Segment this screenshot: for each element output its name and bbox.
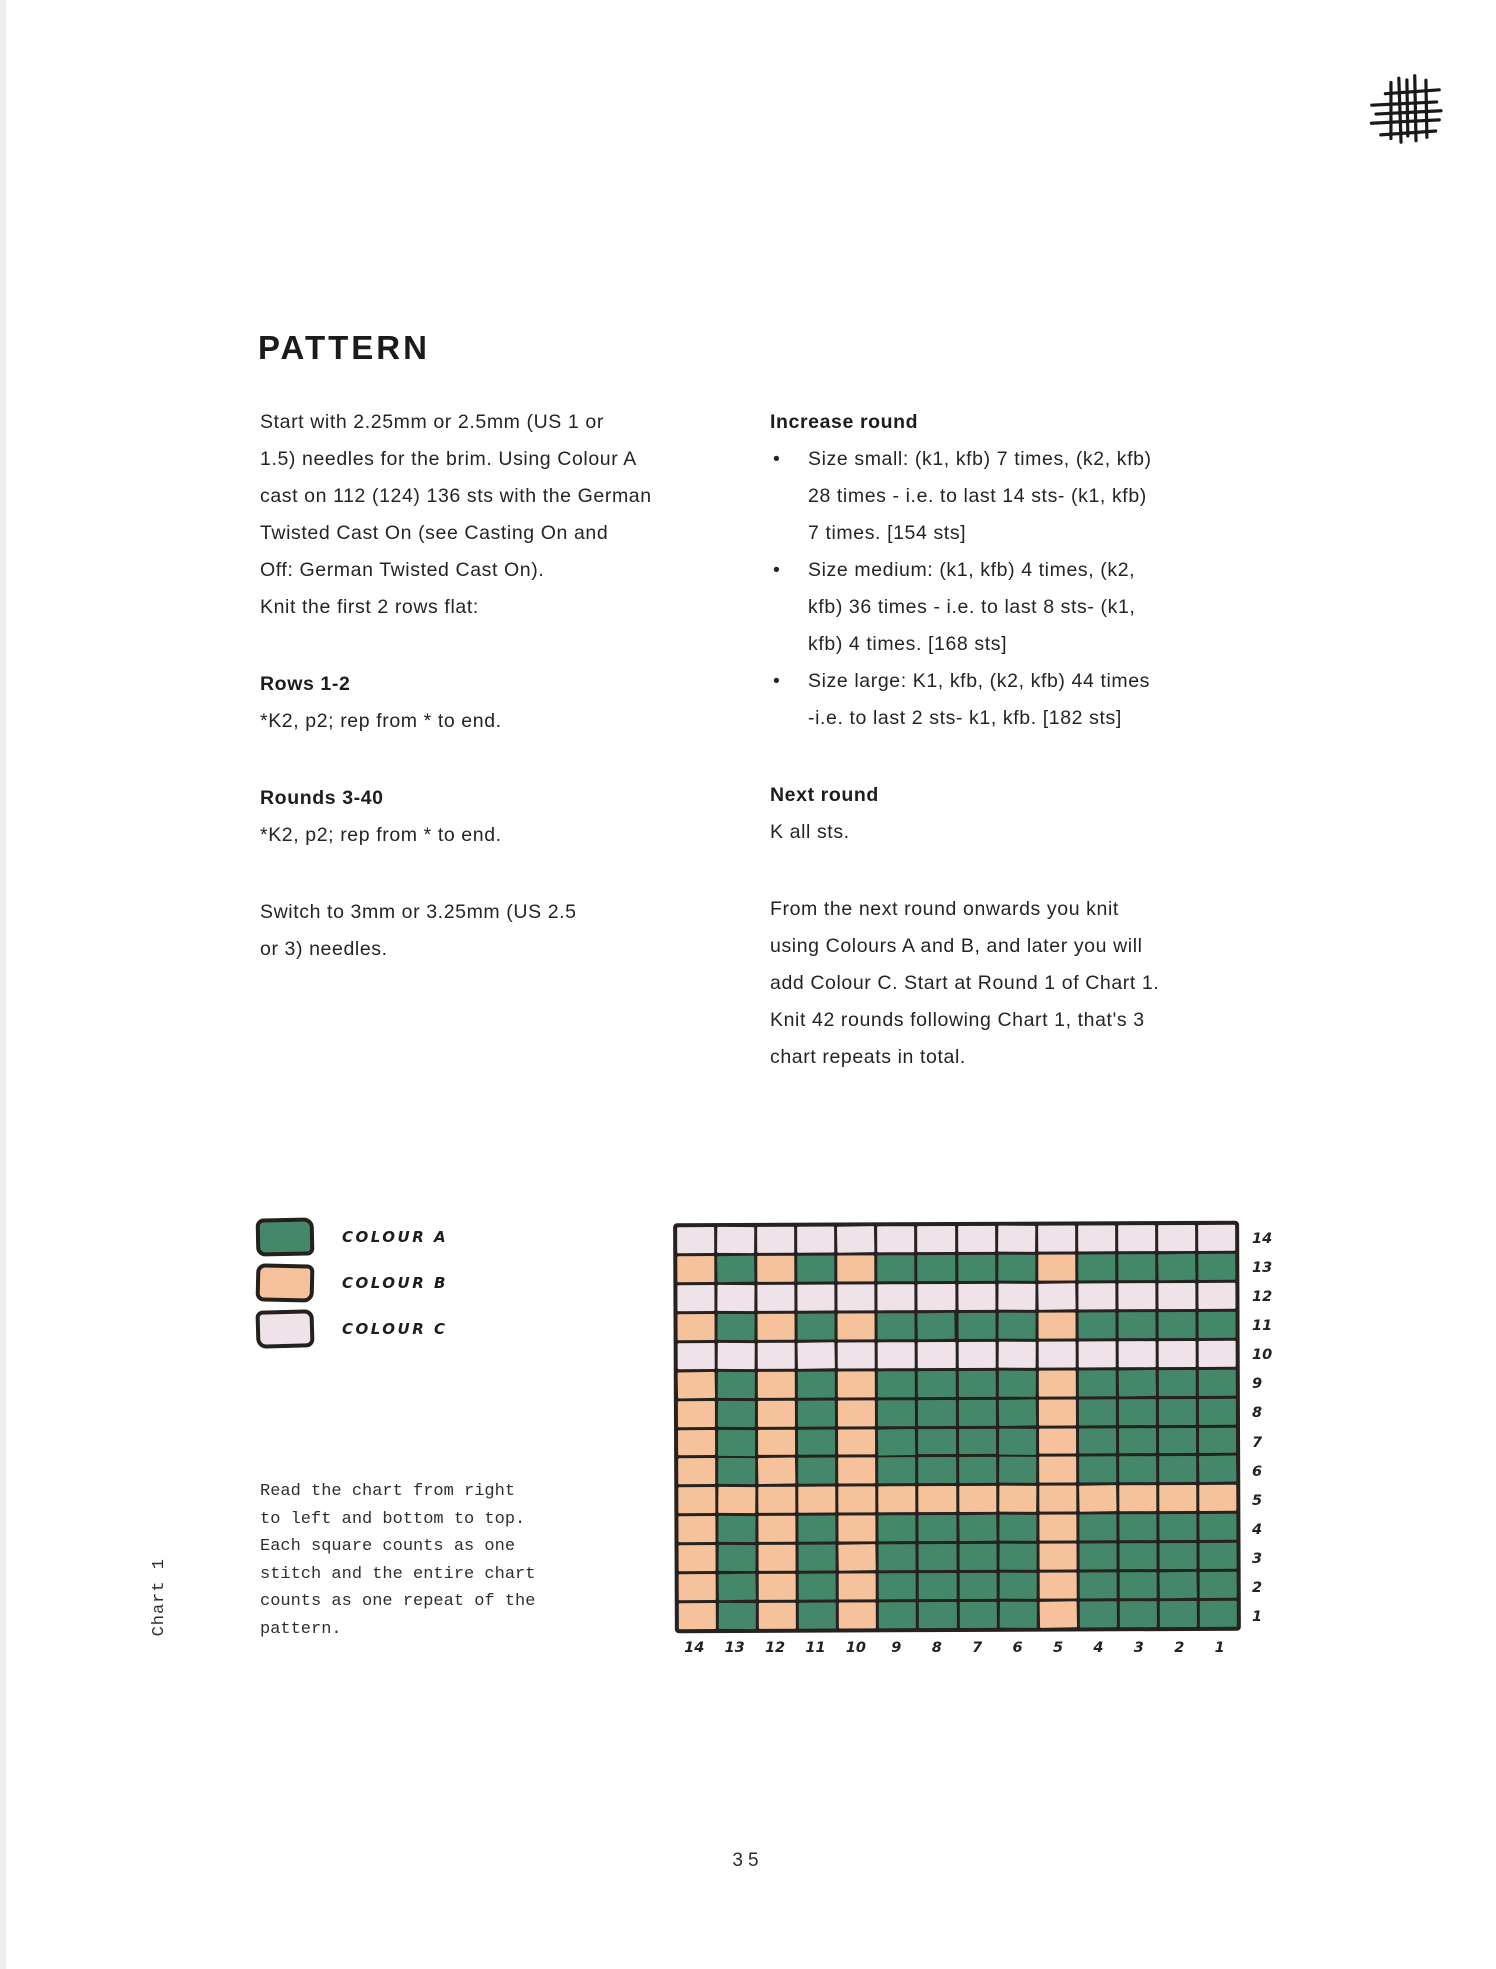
chart-cell <box>719 1545 756 1571</box>
chart-cell <box>678 1371 716 1398</box>
chart-cell <box>799 1516 836 1542</box>
chart-cell <box>1159 1427 1196 1453</box>
chart-cell <box>839 1544 877 1571</box>
chart-cell <box>838 1284 875 1310</box>
chart-cell <box>838 1458 875 1484</box>
text-line: 7 times. [154 sts] <box>808 522 967 544</box>
chart-cell <box>919 1486 956 1512</box>
chart-cell <box>798 1400 835 1426</box>
chart-cell <box>998 1370 1035 1396</box>
increase-round-list <box>770 441 1230 737</box>
chart-cell <box>1079 1601 1116 1627</box>
chart-cell <box>958 1399 995 1425</box>
chart-cell <box>1159 1514 1196 1540</box>
chart-cell <box>718 1487 755 1513</box>
bullet-text <box>808 441 1152 552</box>
chart-col-label: 8 <box>931 1640 942 1656</box>
page-title: PATTERN <box>258 329 430 366</box>
chart-cell <box>798 1371 835 1397</box>
legend-label: COLOUR B <box>342 1274 448 1292</box>
chart-cell <box>1038 1312 1075 1338</box>
chart-cell <box>798 1429 835 1455</box>
section-heading-rounds-3-40: Rounds 3-40 <box>260 787 384 809</box>
text-line: Twisted Cast On (see Casting On and <box>260 522 609 544</box>
chart-row-label: 5 <box>1252 1492 1263 1509</box>
chart-cell <box>1159 1543 1196 1569</box>
chart-cell <box>838 1400 875 1426</box>
chart-cell <box>1198 1312 1235 1338</box>
chart-cell <box>1039 1601 1077 1628</box>
chart-cell <box>1039 1544 1076 1570</box>
chart-col-label: 7 <box>972 1640 983 1656</box>
page-number: 35 <box>732 1850 764 1871</box>
text-line: or 3) needles. <box>260 938 388 960</box>
chart-cell <box>878 1284 915 1310</box>
chart-cell <box>1199 1456 1237 1483</box>
chart-cell <box>1199 1340 1236 1366</box>
chart-cell <box>879 1573 916 1599</box>
chart-cell <box>918 1284 955 1310</box>
chart-row-label: 4 <box>1252 1521 1263 1538</box>
chart-cell <box>718 1516 755 1542</box>
chart-cell <box>717 1285 754 1311</box>
section-heading-rows-1-2: Rows 1-2 <box>260 673 351 695</box>
outro-paragraph <box>260 894 700 968</box>
chart-cell <box>798 1342 836 1369</box>
chart-cell <box>1119 1428 1156 1454</box>
chart-cell <box>999 1544 1036 1570</box>
chart-cell <box>1158 1225 1195 1251</box>
chart-cell <box>1078 1370 1115 1396</box>
chart-cell <box>1078 1225 1115 1251</box>
chart-cell <box>719 1603 756 1629</box>
text-line: Knit the first 2 rows flat: <box>260 596 479 618</box>
chart-side-label: Chart 1 <box>150 1558 169 1637</box>
text-line: Size small: (k1, kfb) 7 times, (k2, kfb) <box>808 448 1152 470</box>
text-line: add Colour C. Start at Round 1 of Chart 1. <box>770 972 1160 994</box>
chart-cell <box>1119 1572 1156 1598</box>
chart-cell <box>1039 1457 1076 1483</box>
chart-cell <box>878 1400 915 1426</box>
chart-cell <box>1118 1225 1155 1251</box>
chart-cell <box>718 1343 755 1369</box>
chart-cell <box>1200 1601 1237 1627</box>
chart-cell <box>678 1401 715 1427</box>
bullet-icon: • <box>773 670 781 692</box>
section-body-rounds-3-40: *K2, p2; rep from * to end. <box>260 824 502 846</box>
chart-cell <box>1078 1312 1115 1338</box>
chart-cell <box>1079 1428 1116 1454</box>
chart-cell <box>959 1486 996 1512</box>
colourwork-chart <box>673 1221 1241 1633</box>
text-line: -i.e. to last 2 sts- k1, kfb. [182 sts] <box>808 707 1122 729</box>
chart-cell <box>1078 1254 1115 1280</box>
chart-cell <box>958 1284 995 1310</box>
chart-cell <box>839 1516 876 1542</box>
chart-cell <box>1159 1456 1196 1482</box>
chart-cell <box>998 1226 1035 1252</box>
chart-cell <box>1039 1515 1076 1541</box>
colour-legend <box>256 1218 448 1356</box>
chart-col-label: 9 <box>891 1640 902 1656</box>
chart-col-label: 3 <box>1133 1640 1144 1656</box>
chart-cell <box>1078 1341 1115 1367</box>
chart-cell <box>1079 1515 1116 1541</box>
chart-cell <box>1199 1398 1236 1424</box>
chart-row-label: 13 <box>1252 1259 1273 1276</box>
chart-col-labels <box>674 1640 1240 1656</box>
chart-cell <box>918 1400 955 1426</box>
chart-col-label: 5 <box>1052 1640 1064 1656</box>
chart-row-label: 8 <box>1252 1405 1263 1422</box>
chart-cell <box>839 1487 876 1513</box>
chart-cell <box>1039 1428 1076 1454</box>
chart-col-label: 13 <box>724 1640 745 1656</box>
legend-item <box>256 1264 448 1302</box>
chart-cell <box>679 1545 716 1571</box>
text-line: chart repeats in total. <box>770 1046 966 1068</box>
chart-cell <box>999 1602 1036 1628</box>
chart-cell <box>919 1544 956 1570</box>
chart-cell <box>879 1602 916 1628</box>
chart-cell <box>998 1255 1035 1281</box>
chart-cell <box>718 1458 755 1484</box>
chart-cell <box>799 1574 836 1600</box>
chart-cell <box>1199 1485 1236 1511</box>
chart-cell <box>1079 1485 1117 1512</box>
bullet-icon: • <box>773 448 781 470</box>
chart-cell <box>717 1227 754 1253</box>
text-line: kfb) 36 times - i.e. to last 8 sts- (k1, <box>808 596 1136 618</box>
chart-cell <box>1038 1370 1075 1396</box>
chart-row-label: 2 <box>1252 1580 1263 1597</box>
chart-cell <box>718 1371 755 1397</box>
text-line: using Colours A and B, and later you will <box>770 935 1143 957</box>
chart-cell <box>999 1486 1036 1512</box>
chart-row-label: 7 <box>1252 1434 1263 1451</box>
text-line: cast on 112 (124) 136 sts with the German <box>260 485 652 507</box>
chart-cell <box>797 1255 834 1281</box>
increase-list-item <box>770 663 1230 737</box>
chart-cell <box>758 1429 795 1455</box>
note-line: counts as one repeat of the <box>260 1592 536 1611</box>
chart-cell <box>1079 1457 1116 1483</box>
chart-cell <box>1118 1254 1155 1280</box>
chart-cell <box>998 1283 1035 1309</box>
chart-cell <box>758 1371 795 1397</box>
increase-list-item <box>770 552 1230 663</box>
chart-col-label: 12 <box>764 1640 786 1656</box>
chart-cell <box>718 1314 755 1340</box>
chart-cell <box>1159 1485 1196 1511</box>
note-line: stitch and the entire chart <box>260 1564 536 1584</box>
chart-cell <box>1119 1514 1156 1540</box>
chart-cell <box>1198 1225 1235 1251</box>
chart-cell <box>798 1284 835 1310</box>
chart-cell <box>678 1516 715 1542</box>
chart-cell <box>678 1343 715 1369</box>
chart-cell <box>958 1313 995 1339</box>
chart-cell <box>758 1400 795 1426</box>
chart-cell <box>1199 1514 1236 1540</box>
chart-cell <box>959 1428 996 1454</box>
text-line: 28 times - i.e. to last 14 sts- (k1, kfb) <box>808 485 1147 507</box>
legend-item <box>256 1310 448 1348</box>
chart-cell <box>757 1256 794 1282</box>
chart-cell <box>759 1603 796 1629</box>
weave-grid-logo-icon <box>1366 72 1446 152</box>
chart-row-labels <box>1252 1224 1292 1632</box>
chart-cell <box>1119 1543 1156 1569</box>
chart-cell <box>679 1603 716 1629</box>
chart-cell <box>757 1227 794 1253</box>
chart-cell <box>1039 1486 1076 1512</box>
next-round-body: K all sts. <box>770 821 850 843</box>
chart-col-label: 10 <box>845 1640 866 1656</box>
bullet-text <box>808 663 1150 737</box>
chart-cell <box>999 1428 1036 1454</box>
legend-swatch-B <box>256 1263 315 1302</box>
chart-cell <box>877 1226 914 1252</box>
chart-cell <box>918 1226 955 1252</box>
chart-cell <box>1198 1283 1235 1309</box>
chart-cell <box>718 1400 755 1426</box>
chart-cell <box>1158 1254 1196 1281</box>
chart-cell <box>999 1573 1036 1599</box>
chart-cell <box>837 1226 875 1253</box>
chart-note <box>260 1478 535 1643</box>
chart-cell <box>1038 1225 1075 1251</box>
chart-cell <box>959 1602 996 1628</box>
legend-item <box>256 1218 448 1256</box>
chart-cell <box>1199 1543 1236 1569</box>
chart-cell <box>758 1285 795 1311</box>
chart-cell <box>1118 1312 1155 1338</box>
chart-cell <box>679 1574 716 1600</box>
chart-cell <box>798 1313 835 1339</box>
text-line: Switch to 3mm or 3.25mm (US 2.5 <box>260 901 577 923</box>
text-line: Start with 2.25mm or 2.5mm (US 1 or <box>260 411 604 433</box>
chart-cell <box>918 1313 956 1340</box>
chart-cell <box>677 1256 714 1282</box>
chart-cell <box>1159 1399 1196 1425</box>
chart-cell <box>1038 1254 1075 1280</box>
chart-cell <box>1200 1572 1237 1598</box>
chart-cell <box>958 1226 995 1252</box>
chart-row-label: 6 <box>1252 1463 1263 1480</box>
chart-row-label: 10 <box>1252 1347 1273 1364</box>
chart-cell <box>1118 1370 1156 1397</box>
chart-cell <box>878 1428 916 1455</box>
chart-cell <box>998 1341 1035 1367</box>
chart-cell <box>878 1458 915 1484</box>
chart-row-label: 1 <box>1252 1609 1263 1626</box>
section-body-rows-1-2: *K2, p2; rep from * to end. <box>260 710 502 732</box>
chart-cell <box>1158 1283 1195 1309</box>
chart-cell <box>918 1255 955 1281</box>
chart-col-label: 2 <box>1174 1640 1185 1656</box>
chart-cell <box>758 1487 795 1513</box>
chart-cell <box>1119 1399 1156 1425</box>
chart-cell <box>759 1574 796 1600</box>
chart-cell <box>758 1342 795 1368</box>
chart-cell <box>918 1371 955 1397</box>
chart-cell <box>759 1516 796 1542</box>
chart-cell <box>839 1602 876 1628</box>
chart-cell <box>1199 1369 1236 1395</box>
chart-cell <box>798 1458 835 1484</box>
chart-cell <box>879 1544 916 1570</box>
chart-cell <box>999 1515 1036 1541</box>
chart-cell <box>999 1457 1036 1483</box>
chart-cell <box>838 1429 875 1455</box>
chart-cell <box>1198 1254 1235 1280</box>
chart-cell <box>1158 1312 1195 1338</box>
chart-cell <box>717 1256 755 1283</box>
text-line: 1.5) needles for the brim. Using Colour A <box>260 448 637 470</box>
chart-cell <box>678 1458 715 1484</box>
chart-cell <box>677 1227 714 1253</box>
note-line: to left and bottom to top. <box>260 1509 526 1529</box>
chart-cell <box>1160 1601 1197 1627</box>
chart-intro-paragraph <box>770 891 1230 1076</box>
legend-swatch-A <box>256 1217 315 1256</box>
chart-cell <box>758 1458 796 1485</box>
chart-cell <box>878 1371 915 1397</box>
chart-cell <box>1119 1457 1156 1483</box>
chart-cell <box>998 1399 1036 1426</box>
page-edge-shadow <box>0 0 6 1969</box>
chart-cell <box>838 1342 875 1368</box>
chart-col-label: 6 <box>1012 1640 1023 1656</box>
chart-cell <box>919 1515 956 1541</box>
chart-cell <box>959 1457 996 1483</box>
chart-cell <box>798 1487 835 1513</box>
note-line: Read the chart from right <box>260 1482 516 1501</box>
chart-cell <box>1118 1341 1155 1367</box>
chart-cell <box>959 1544 996 1570</box>
chart-cell <box>677 1285 714 1311</box>
chart-cell <box>959 1515 997 1542</box>
text-line: Size large: K1, kfb, (k2, kfb) 44 times <box>808 670 1151 692</box>
chart-cell <box>1079 1544 1116 1570</box>
chart-cell <box>958 1255 995 1281</box>
increase-list-item <box>770 441 1230 552</box>
right-column <box>770 404 1230 1076</box>
chart-col-label: 14 <box>684 1640 705 1656</box>
legend-swatch-C <box>255 1309 314 1349</box>
chart-row-label: 9 <box>1252 1376 1263 1393</box>
chart-col-label: 11 <box>805 1640 826 1656</box>
chart-cell <box>678 1314 715 1340</box>
chart-cell <box>918 1429 955 1455</box>
chart-cell <box>1039 1573 1076 1599</box>
chart-cell <box>1038 1283 1076 1310</box>
chart-cell <box>1159 1370 1196 1396</box>
chart-cell <box>719 1574 757 1601</box>
chart-row-label: 12 <box>1252 1288 1273 1305</box>
chart-cell <box>919 1602 956 1628</box>
text-line: Off: German Twisted Cast On). <box>260 559 545 581</box>
note-line: pattern. <box>260 1619 342 1639</box>
chart-cell <box>1038 1341 1075 1367</box>
text-line: kfb) 4 times. [168 sts] <box>808 633 1008 655</box>
bullet-text <box>808 552 1135 663</box>
intro-paragraph <box>260 404 700 626</box>
chart-cell <box>799 1545 836 1571</box>
text-line: From the next round onwards you knit <box>770 898 1119 920</box>
chart-cell <box>1039 1399 1076 1425</box>
chart-col-label: 4 <box>1093 1640 1104 1656</box>
next-round-heading: Next round <box>770 784 879 806</box>
chart-cell <box>797 1227 834 1253</box>
chart-cell <box>919 1457 956 1483</box>
chart-cell <box>678 1430 715 1456</box>
chart-cell <box>918 1342 955 1368</box>
chart-cell <box>1199 1427 1236 1453</box>
chart-cell <box>718 1429 755 1455</box>
chart-cell <box>998 1312 1035 1338</box>
chart-col-label: 1 <box>1214 1640 1225 1656</box>
chart-cell <box>878 1313 915 1339</box>
chart-cell <box>1079 1399 1116 1425</box>
chart-cell <box>758 1313 795 1339</box>
chart-row-label: 14 <box>1252 1230 1273 1247</box>
chart-cell <box>958 1342 995 1368</box>
chart-cell <box>958 1370 995 1396</box>
chart-row-label: 11 <box>1252 1317 1273 1334</box>
chart-cell <box>1078 1283 1115 1309</box>
text-line: Knit 42 rounds following Chart 1, that's 3 <box>770 1009 1145 1031</box>
legend-label: COLOUR C <box>342 1320 448 1338</box>
chart-cell <box>919 1573 956 1599</box>
chart-cell <box>799 1603 836 1629</box>
chart-cell <box>1158 1341 1195 1367</box>
chart-cell <box>879 1515 916 1541</box>
chart-cell <box>678 1487 715 1513</box>
text-line: Size medium: (k1, kfb) 4 times, (k2, <box>808 559 1136 581</box>
chart-cell <box>878 1342 915 1368</box>
chart-cell <box>839 1573 876 1599</box>
chart-cell <box>879 1487 916 1513</box>
chart-cell <box>1119 1485 1156 1511</box>
legend-label: COLOUR A <box>342 1228 449 1246</box>
bullet-icon: • <box>773 559 781 581</box>
chart-cell <box>1079 1572 1116 1598</box>
chart-cell <box>1120 1601 1157 1627</box>
note-line: Each square counts as one <box>260 1537 516 1556</box>
chart-cell <box>1118 1283 1155 1309</box>
chart-cell <box>838 1255 875 1281</box>
chart-cell <box>878 1255 915 1281</box>
chart-cell <box>838 1371 875 1397</box>
chart-row-label: 3 <box>1252 1551 1263 1568</box>
left-column <box>260 404 700 968</box>
chart-cell <box>959 1573 996 1599</box>
chart-cell <box>759 1545 796 1571</box>
increase-round-heading: Increase round <box>770 411 919 433</box>
chart-cell <box>838 1313 875 1339</box>
chart-cell <box>1159 1572 1197 1599</box>
